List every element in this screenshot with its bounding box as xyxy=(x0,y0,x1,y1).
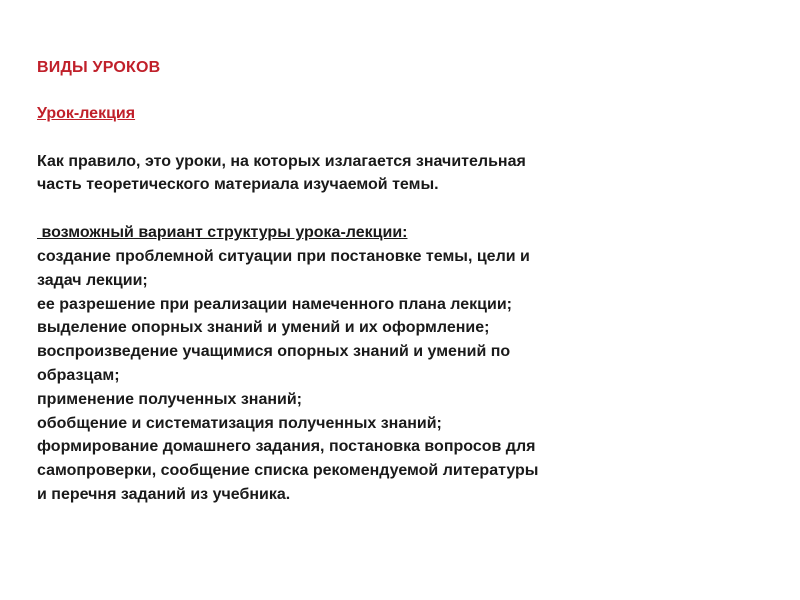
list-item: образцам; xyxy=(37,366,120,384)
slide-title: ВИДЫ УРОКОВ xyxy=(37,59,161,76)
list-item: воспроизведение учащимися опорных знаний и умений по xyxy=(37,343,511,361)
list-item: обобщение и систематизация полученных знаний; xyxy=(37,414,442,432)
list-item: применение полученных знаний; xyxy=(37,390,303,408)
structure-list xyxy=(37,245,737,507)
slide-content xyxy=(37,56,737,507)
list-item: выделение опорных знаний и умений и их оформление; xyxy=(37,319,490,337)
list-item: ее разрешение при реализации намеченного плана лекции; xyxy=(37,295,512,313)
list-item: самопроверки, сообщение списка рекомендуемой литературы xyxy=(37,462,539,480)
list-item: создание проблемной ситуации при постановке темы, цели и xyxy=(37,247,530,265)
intro-paragraph xyxy=(37,150,737,198)
structure-heading: возможный вариант структуры урока-лекции: xyxy=(37,224,408,242)
list-item: и перечня заданий из учебника. xyxy=(37,485,291,503)
list-item: формирование домашнего задания, постановка вопросов для xyxy=(37,438,536,456)
intro-line: Как правило, это уроки, на которых излагается значительная xyxy=(37,152,526,170)
list-item: задач лекции; xyxy=(37,271,148,289)
slide-subtitle: Урок-лекция xyxy=(37,104,136,122)
intro-line: часть теоретического материала изучаемой темы. xyxy=(37,176,439,194)
